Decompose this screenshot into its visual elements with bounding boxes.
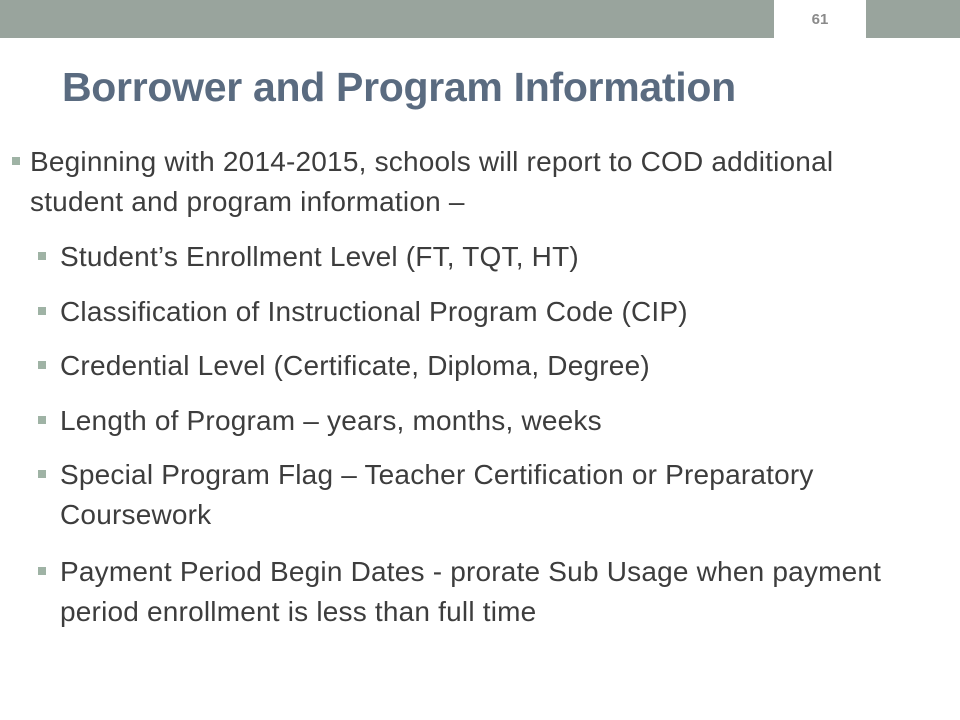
bullet-text: Student’s Enrollment Level (FT, TQT, HT) [60, 241, 579, 272]
square-bullet-icon [38, 307, 46, 315]
bullet-text: Payment Period Begin Dates - prorate Sub Usage when payment period enrollment is less than full time [60, 556, 882, 627]
bullet-text: Credential Level (Certificate, Diploma, Degree) [60, 350, 650, 381]
square-bullet-icon [38, 470, 46, 478]
square-bullet-icon [38, 567, 46, 575]
bullet-intro [12, 142, 932, 222]
bullet-text: Length of Program – years, months, weeks [60, 405, 602, 436]
bullet-item [38, 455, 938, 535]
square-bullet-icon [38, 252, 46, 260]
bullet-item [38, 552, 953, 632]
bullet-item [38, 292, 938, 332]
square-bullet-icon [38, 416, 46, 424]
bullet-text: Classification of Instructional Program Code (CIP) [60, 296, 688, 327]
bullet-text: Special Program Flag – Teacher Certification or Preparatory Coursework [60, 459, 814, 530]
page-number: 61 [774, 0, 866, 38]
slide-title: Borrower and Program Information [62, 64, 736, 110]
square-bullet-icon [12, 157, 20, 165]
bullet-item [38, 237, 938, 277]
bullet-item [38, 401, 938, 441]
bullet-text: Beginning with 2014-2015, schools will report to COD additional student and program information – [30, 146, 834, 217]
bullet-item [38, 346, 938, 386]
square-bullet-icon [38, 361, 46, 369]
